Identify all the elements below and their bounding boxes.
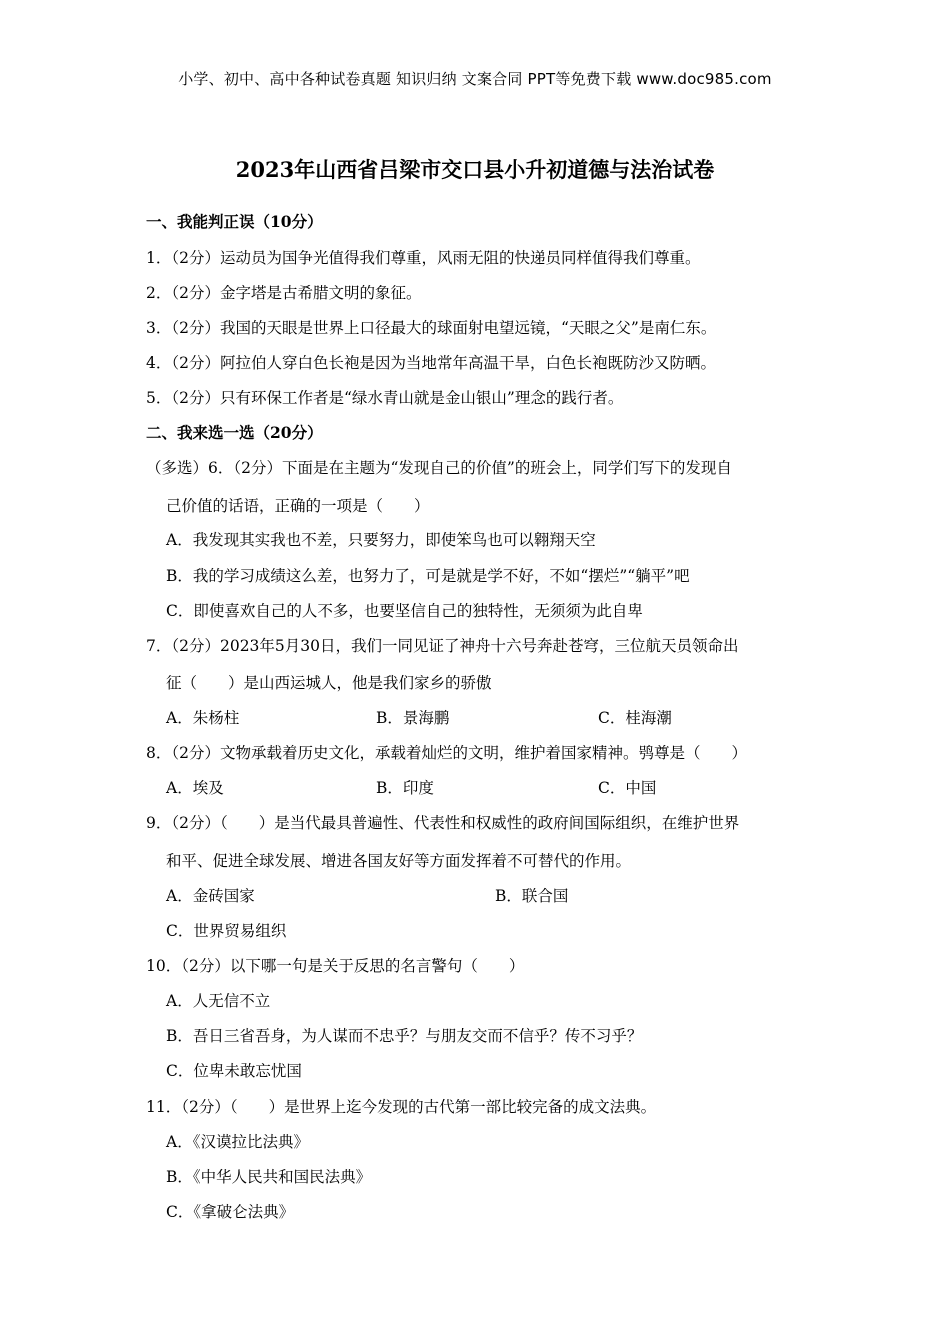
question-1: 1．（2分）运动员为国争光值得我们尊重，风雨无阻的快递员同样值得我们尊重。 — [146, 249, 701, 267]
question-6-option-b: B．我的学习成绩这么差，也努力了，可是就是学不好，不如“摆烂”“躺平”吧 — [166, 567, 690, 585]
question-7-option-b: B．景海鹏 — [376, 709, 450, 727]
section-1-heading: 一、我能判正误（10分） — [146, 212, 323, 231]
question-7-line-2: 征（ ）是山西运城人，他是我们家乡的骄傲 — [166, 674, 492, 692]
question-8-option-c: C．中国 — [598, 779, 657, 797]
question-8-option-b: B．印度 — [376, 779, 434, 797]
question-10-option-c: C．位卑未敢忘忧国 — [166, 1062, 302, 1080]
question-6-line-1: （多选）6．（2分）下面是在主题为“发现自己的价值”的班会上，同学们写下的发现自 — [146, 459, 732, 477]
section-2-heading: 二、我来选一选（20分） — [146, 423, 323, 442]
question-4: 4．（2分）阿拉伯人穿白色长袍是因为当地常年高温干旱，白色长袍既防沙又防晒。 — [146, 354, 716, 372]
question-3: 3．（2分）我国的天眼是世界上口径最大的球面射电望远镜，“天眼之父”是南仁东。 — [146, 319, 717, 337]
question-8-option-a: A．埃及 — [166, 779, 224, 797]
question-11-option-a: A．《汉谟拉比法典》 — [166, 1133, 309, 1151]
question-7-option-c: C．桂海潮 — [598, 709, 672, 727]
question-10-option-b: B．吾日三省吾身，为人谋而不忠乎？与朋友交而不信乎？传不习乎？ — [166, 1027, 643, 1045]
question-10-line-1: 10．（2分）以下哪一句是关于反思的名言警句（ ） — [146, 957, 525, 975]
question-6-option-c: C．即使喜欢自己的人不多，也要坚信自己的独特性，无须须为此自卑 — [166, 602, 643, 620]
page-title: 2023年山西省吕梁市交口县小升初道德与法治试卷 — [235, 157, 715, 182]
question-6-line-2: 己价值的话语，正确的一项是（ ） — [166, 497, 430, 515]
question-5: 5．（2分）只有环保工作者是“绿水青山就是金山银山”理念的践行者。 — [146, 389, 624, 407]
question-7-option-a: A．朱杨柱 — [166, 709, 240, 727]
question-8-line-1: 8．（2分）文物承载着历史文化，承载着灿烂的文明，维护着国家精神。鸮尊是（ ） — [146, 744, 747, 762]
question-9-line-2: 和平、促进全球发展、增进各国友好等方面发挥着不可替代的作用。 — [166, 852, 632, 870]
question-9-option-b: B．联合国 — [495, 887, 569, 905]
question-9-line-1: 9．（2分）（ ）是当代最具普遍性、代表性和权威性的政府间国际组织，在维护世界 — [146, 814, 740, 832]
question-11-option-c: C．《拿破仑法典》 — [166, 1203, 295, 1221]
question-10-option-a: A．人无信不立 — [166, 992, 271, 1010]
header-banner: 小学、初中、高中各种试卷真题 知识归纳 文案合同 PPT等免费下载 www.doc985.com — [178, 70, 772, 88]
question-11-line-1: 11．（2分）（ ）是世界上迄今发现的古代第一部比较完备的成文法典。 — [146, 1098, 657, 1116]
question-9-option-c: C．世界贸易组织 — [166, 922, 287, 940]
question-7-line-1: 7．（2分）2023年5月30日，我们一同见证了神舟十六号奔赴苍穹，三位航天员领命出 — [146, 637, 739, 655]
question-6-option-a: A．我发现其实我也不差，只要努力，即使笨鸟也可以翱翔天空 — [166, 531, 596, 549]
question-9-option-a: A．金砖国家 — [166, 887, 255, 905]
question-11-option-b: B．《中华人民共和国民法典》 — [166, 1168, 372, 1186]
question-2: 2．（2分）金字塔是古希腊文明的象征。 — [146, 284, 422, 302]
